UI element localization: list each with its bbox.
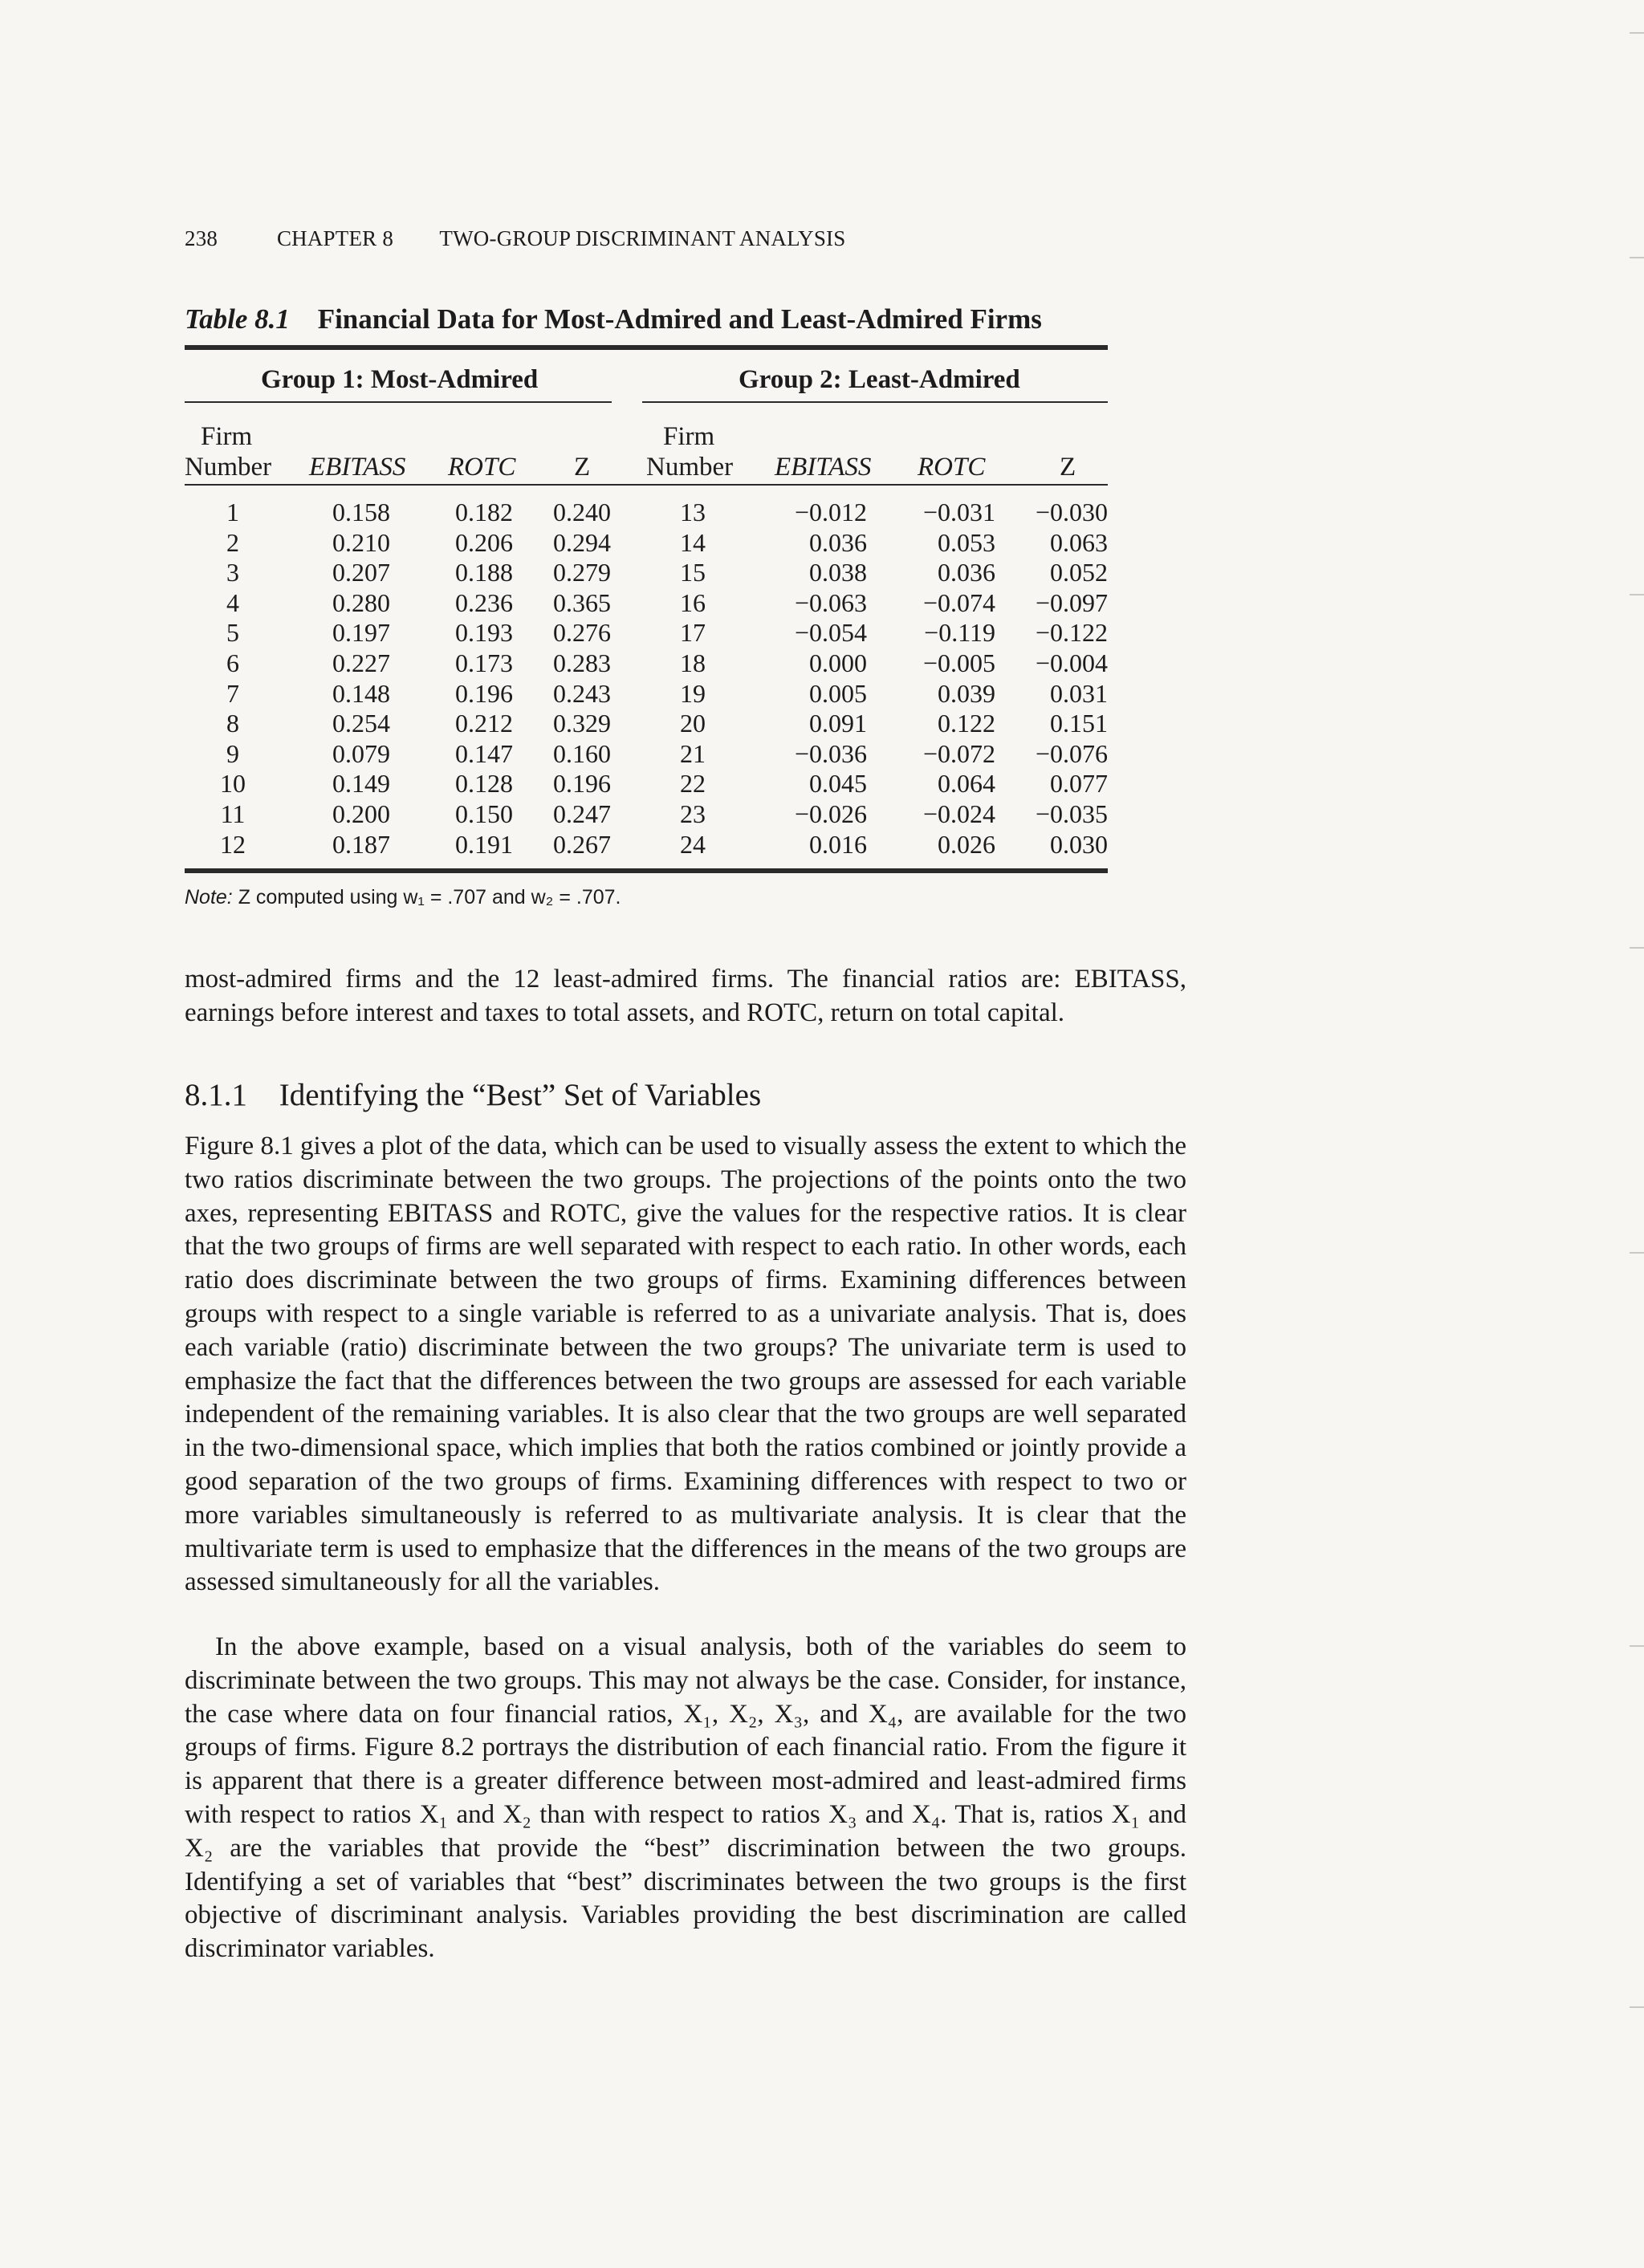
table-cell: 0.149: [332, 769, 390, 799]
table-title: Financial Data for Most-Admired and Least-Admired Firms: [317, 303, 1042, 335]
table-cell: 0.000: [809, 648, 867, 677]
table-cell: 13: [680, 498, 706, 526]
table-cell: 16: [680, 587, 706, 617]
table-cell: 1: [226, 498, 239, 526]
group1-rotc-column: [444, 498, 524, 860]
table-cell: 18: [680, 648, 706, 677]
z-header: Z: [574, 453, 591, 482]
table-cell: 0.150: [455, 799, 513, 828]
table-cell: 0.227: [332, 648, 390, 677]
table-cell: 0.038: [809, 558, 867, 587]
chapter-title: TWO-GROUP DISCRIMINANT ANALYSIS: [439, 226, 846, 250]
group2-firm-column: [661, 498, 725, 860]
table-top-rule: [185, 345, 1108, 350]
table-cell: 0.200: [332, 799, 390, 828]
firm2-header-line2: Number: [646, 453, 734, 482]
group2-z-column: [995, 498, 1108, 860]
rotc-header: ROTC: [448, 453, 516, 482]
table-cell: 0.207: [332, 558, 390, 587]
table-cell: 19: [680, 678, 706, 708]
table-cell: 0.247: [553, 799, 611, 828]
table-cell: 0.052: [1050, 558, 1108, 587]
table-cell: 0.039: [938, 678, 995, 708]
note-text: Z computed using w₁ = .707 and w₂ = .707.: [238, 886, 621, 908]
table-cell: 0.005: [809, 678, 867, 708]
table-cell: 0.151: [1050, 709, 1108, 738]
table-cell: −0.035: [1035, 799, 1108, 828]
table-cell: −0.076: [1035, 738, 1108, 768]
table-cell: −0.063: [794, 587, 867, 617]
table-cell: 0.254: [332, 709, 390, 738]
scan-margin-mark: [1630, 257, 1644, 258]
table-cell: 12: [220, 829, 246, 859]
scan-margin-mark: [1630, 1252, 1644, 1254]
table-cell: 0.197: [332, 618, 390, 648]
table-cell: 0.280: [332, 587, 390, 617]
table-cell: 0.122: [938, 709, 995, 738]
table-cell: 0.077: [1050, 769, 1108, 799]
table-cell: 0.160: [553, 738, 611, 768]
table-cell: 17: [680, 618, 706, 648]
table-cell: −0.004: [1035, 648, 1108, 677]
table-cell: −0.030: [1035, 498, 1108, 526]
table-cell: 14: [680, 527, 706, 557]
table-cell: 0.158: [332, 498, 390, 526]
scan-margin-mark: [1630, 947, 1644, 949]
table-cell: 0.030: [1050, 829, 1108, 859]
table-cell: 0.196: [553, 769, 611, 799]
group1-rule: [185, 401, 612, 403]
table-cell: 23: [680, 799, 706, 828]
rotc2-header: ROTC: [918, 453, 986, 482]
chapter-label: CHAPTER 8: [276, 226, 394, 250]
ebitass2-header: EBITASS: [775, 453, 872, 482]
table-note: [185, 886, 621, 909]
table-cell: −0.012: [794, 498, 867, 526]
group1-z-column: [542, 498, 622, 860]
table-cell: 4: [226, 587, 239, 617]
table-cell: 0.191: [455, 829, 513, 859]
scan-margin-mark: [1630, 2006, 1644, 2008]
table-cell: −0.036: [794, 738, 867, 768]
scan-margin-mark: [1630, 32, 1644, 34]
table-cell: 0.188: [455, 558, 513, 587]
firm-header-line2: Number: [185, 453, 272, 482]
body-paragraph-2: In the above example, based on a visual analysis, both of the variables do seem to discriminate between the two groups. This may not always be the case. Consider, for instance, the case where data on four financial ratios, X₁, X₂, X₃, and X₄, are available for the two groups of firms. Figure 8.2 portrays the distribution of each financial ratio. From the figure it is apparent that there is a greater difference between most-admired and least-admired firms with respect to ratios X₁ and X₂ than with respect to ratios X₃ and X₄. That is, ratios X₁ and X₂ are the variables that provide the “best” discrimination between the two groups. Identifying a set of variables that “best” discriminates between the two groups is the first objective of discriminant analysis. Variables providing the best discrimination are called discriminator variables.: [185, 1632, 1186, 1964]
table-cell: −0.031: [922, 498, 995, 526]
running-head: [185, 226, 845, 251]
table-cell: 0.276: [553, 618, 611, 648]
table-cell: 0.196: [455, 678, 513, 708]
table-cell: 0.329: [553, 709, 611, 738]
table-cell: −0.074: [922, 587, 995, 617]
section-title: Identifying the “Best” Set of Variables: [279, 1078, 762, 1112]
table-cell: 6: [226, 648, 239, 677]
scan-margin-mark: [1630, 594, 1644, 595]
group1-firm-column: [201, 498, 265, 860]
ebitass-header: EBITASS: [309, 453, 406, 482]
table-label: Table 8.1: [185, 303, 290, 335]
table-cell: 2: [226, 527, 239, 557]
table-cell: 0.064: [938, 769, 995, 799]
table-cell: −0.054: [794, 618, 867, 648]
table-cell: 0.079: [332, 738, 390, 768]
table-caption: [185, 303, 1042, 335]
table-cell: 0.243: [553, 678, 611, 708]
z2-header: Z: [1060, 453, 1076, 482]
firm2-header-line1: Firm: [663, 422, 715, 451]
table-cell: 0.147: [455, 738, 513, 768]
table-cell: 0.045: [809, 769, 867, 799]
group2-rotc-column: [883, 498, 995, 860]
table-cell: 0.236: [455, 587, 513, 617]
table-cell: 0.267: [553, 829, 611, 859]
page-number: 238: [185, 226, 218, 250]
table-bottom-rule: [185, 868, 1108, 873]
table-cell: 0.212: [455, 709, 513, 738]
table-cell: 0.279: [553, 558, 611, 587]
table-cell: 0.091: [809, 709, 867, 738]
table-cell: −0.119: [924, 618, 995, 648]
table-cell: 10: [220, 769, 246, 799]
table-cell: 0.148: [332, 678, 390, 708]
table-cell: 0.173: [455, 648, 513, 677]
section-heading: [185, 1077, 761, 1113]
table-cell: 0.036: [809, 527, 867, 557]
table-cell: 3: [226, 558, 239, 587]
table-cell: 24: [680, 829, 706, 859]
table-cell: 0.031: [1050, 678, 1108, 708]
table-cell: 21: [680, 738, 706, 768]
table-cell: 0.294: [553, 527, 611, 557]
table-cell: 0.210: [332, 527, 390, 557]
table-cell: 8: [226, 709, 239, 738]
table-cell: 0.128: [455, 769, 513, 799]
group2-heading: Group 2: Least-Admired: [739, 365, 1020, 394]
table-cell: 0.283: [553, 648, 611, 677]
table-cell: 0.063: [1050, 527, 1108, 557]
table-cell: −0.122: [1035, 618, 1108, 648]
table-cell: 15: [680, 558, 706, 587]
table-cell: 7: [226, 678, 239, 708]
table-cell: 0.053: [938, 527, 995, 557]
table-cell: 5: [226, 618, 239, 648]
scan-margin-mark: [1630, 1645, 1644, 1647]
table-cell: 0.206: [455, 527, 513, 557]
table-cell: 0.193: [455, 618, 513, 648]
group2-rule: [642, 401, 1108, 403]
table-cell: 0.026: [938, 829, 995, 859]
table-cell: 11: [220, 799, 246, 828]
table-cell: 9: [226, 738, 239, 768]
section-number: 8.1.1: [185, 1078, 247, 1112]
table-cell: 20: [680, 709, 706, 738]
group1-heading: Group 1: Most-Admired: [261, 365, 539, 394]
table-cell: 0.187: [332, 829, 390, 859]
table-cell: −0.097: [1035, 587, 1108, 617]
group2-ebitass-column: [755, 498, 867, 860]
note-label: Note:: [185, 886, 233, 908]
table-cell: 0.240: [553, 498, 611, 526]
table-cell: −0.005: [922, 648, 995, 677]
table-cell: 0.365: [553, 587, 611, 617]
table-cell: −0.026: [794, 799, 867, 828]
table-cell: −0.072: [922, 738, 995, 768]
table-cell: 0.036: [938, 558, 995, 587]
body-paragraph-1: Figure 8.1 gives a plot of the data, which can be used to visually assess the extent to which the two ratios discriminate between the two groups. The projections of the points onto the two axes, representing EBITASS and ROTC, give the values for the respective ratios. It is clear that the two groups of firms are well separated with respect to each ratio. In other words, each ratio does discriminate between the two groups of firms. Examining differences between groups with respect to a single variable is referred to as a univariate analysis. That is, does each variable (ratio) discriminate between the two groups? The univariate term is used to emphasize the fact that the differences between the two groups are assessed for each variable independent of the remaining variables. It is also clear that the two groups are well separated in the two-dimensional space, which implies that both the ratios combined or jointly provide a good separation of the two groups of firms. Examining differences with respect to two or more variables simultaneously is referred to as multivariate analysis. It is clear that the multivariate term is used to emphasize that the differences in the means of the two groups are assessed simultaneously for all the variables.: [185, 1132, 1186, 1597]
table-cell: 0.016: [809, 829, 867, 859]
table-cell: 0.182: [455, 498, 513, 526]
group1-ebitass-column: [321, 498, 401, 860]
table-cell: 22: [680, 769, 706, 799]
header-rule: [185, 484, 1108, 486]
table-cell: −0.024: [922, 799, 995, 828]
intro-paragraph: most-admired firms and the 12 least-admired firms. The financial ratios are: EBITASS, earnings before interest and taxes to total assets, and ROTC, return on total capital.: [185, 965, 1186, 1027]
firm-header-line1: Firm: [201, 422, 253, 451]
